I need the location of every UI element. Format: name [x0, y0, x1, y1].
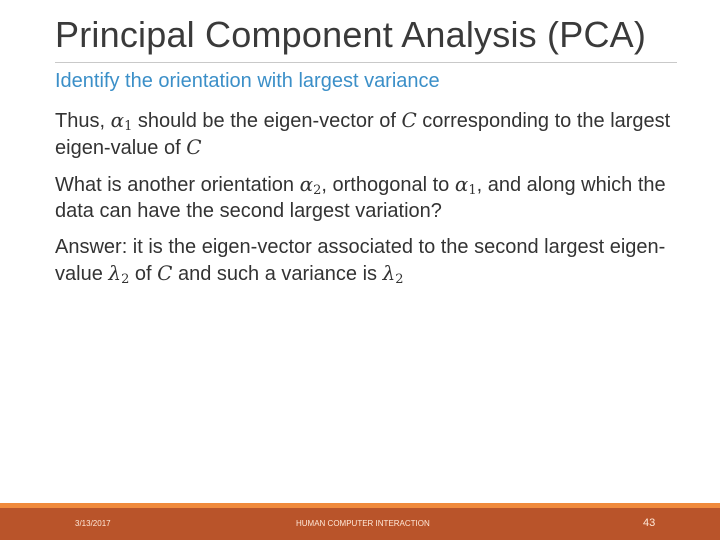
- paragraph-2: [55, 171, 675, 224]
- paragraph-3: [55, 234, 675, 287]
- p3-text-3: and such a variance is: [172, 263, 383, 285]
- p1-text-3: corresponding to the largest eigen-value of: [55, 110, 671, 159]
- alpha2-symbol: $\alpha_2$: [299, 172, 322, 198]
- p1-text-1: Thus,: [55, 110, 111, 132]
- p2-text-1: What is another orientation: [55, 174, 300, 196]
- lambda2-symbol: $\lambda_2$: [108, 261, 130, 287]
- footer-date: 3/13/2017: [75, 519, 111, 528]
- footer-course-title: HUMAN COMPUTER INTERACTION: [296, 519, 430, 528]
- alpha1-symbol: $\alpha_1$: [454, 172, 477, 198]
- alpha1-symbol: $\alpha_1$: [110, 108, 133, 134]
- p2-text-3: , and along which the data can have the second largest variation?: [55, 174, 666, 222]
- slide-title: Principal Component Analysis (PCA): [55, 14, 647, 55]
- p3-text-1: Answer: it is the eigen-vector associated to the second largest eigen-value: [55, 236, 666, 285]
- p1-text-2: should be the eigen-vector of: [132, 110, 402, 132]
- lambda2-symbol: $\lambda_2$: [382, 261, 404, 287]
- paragraph-1: [55, 107, 675, 161]
- slide-number: 43: [643, 517, 656, 529]
- slide-body: [55, 70, 675, 297]
- p2-text-2: , orthogonal to: [321, 174, 455, 196]
- matrix-c-symbol: C: [157, 261, 173, 285]
- matrix-c-symbol: C: [186, 135, 202, 159]
- title-divider: [55, 62, 677, 63]
- p3-text-2: of: [129, 263, 158, 285]
- section-heading: Identify the orientation with largest variance: [55, 70, 440, 92]
- matrix-c-symbol: C: [401, 108, 417, 132]
